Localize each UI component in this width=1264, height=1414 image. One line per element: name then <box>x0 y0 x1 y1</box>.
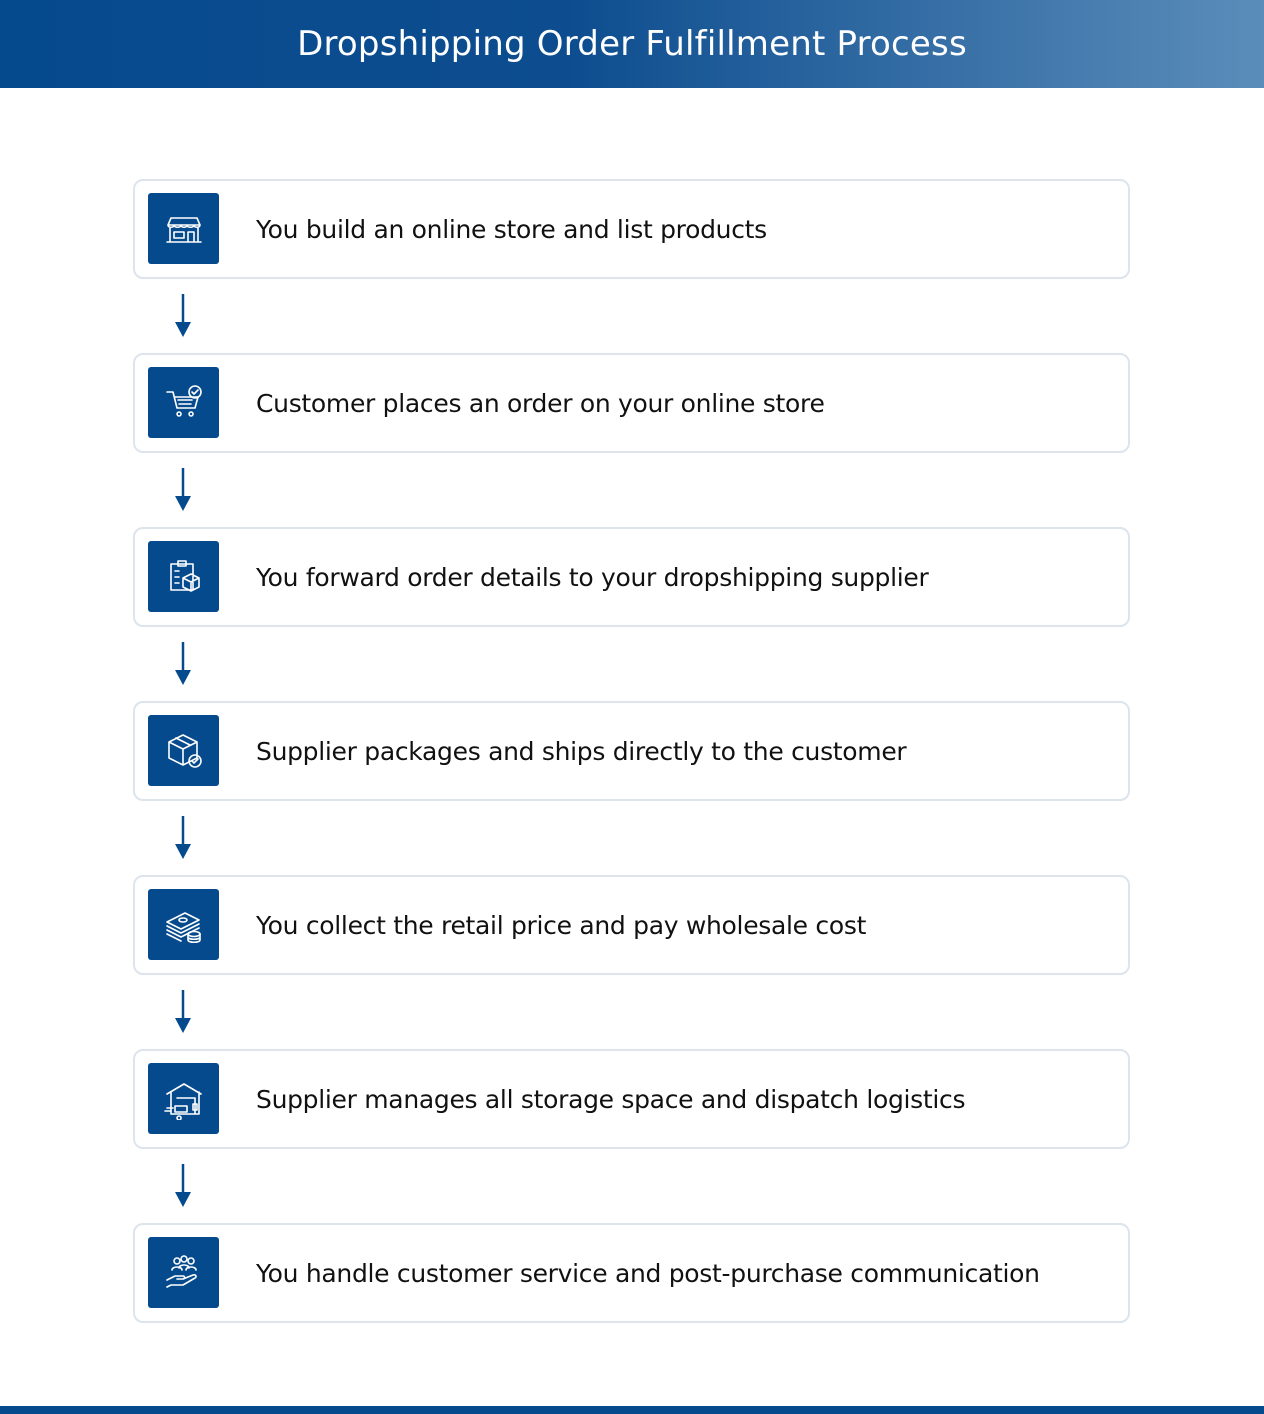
process-step <box>133 701 1130 801</box>
step-label: Supplier manages all storage space and dispatch logistics <box>256 1084 966 1114</box>
clipboard-package-icon <box>148 541 219 612</box>
down-arrow-icon <box>174 294 192 338</box>
down-arrow-icon <box>174 816 192 860</box>
step-label: Supplier packages and ships directly to the customer <box>256 736 907 766</box>
step-label: You forward order details to your dropshipping supplier <box>256 562 929 592</box>
process-step <box>133 1049 1130 1149</box>
down-arrow-icon <box>174 990 192 1034</box>
bottom-bar <box>0 1406 1264 1414</box>
process-step <box>133 1223 1130 1323</box>
process-step <box>133 875 1130 975</box>
process-step <box>133 527 1130 627</box>
process-step <box>133 353 1130 453</box>
money-stack-icon <box>148 889 219 960</box>
step-label: You collect the retail price and pay wholesale cost <box>256 910 867 940</box>
header-banner <box>0 0 1264 88</box>
step-label: Customer places an order on your online store <box>256 388 825 418</box>
down-arrow-icon <box>174 1164 192 1208</box>
box-check-icon <box>148 715 219 786</box>
shopping-cart-check-icon <box>148 367 219 438</box>
process-step <box>133 179 1130 279</box>
page-title: Dropshipping Order Fulfillment Process <box>297 24 967 64</box>
step-label: You build an online store and list products <box>256 214 767 244</box>
hand-people-icon <box>148 1237 219 1308</box>
step-label: You handle customer service and post-purchase communication <box>256 1258 1040 1288</box>
warehouse-truck-icon <box>148 1063 219 1134</box>
down-arrow-icon <box>174 468 192 512</box>
down-arrow-icon <box>174 642 192 686</box>
storefront-icon <box>148 193 219 264</box>
